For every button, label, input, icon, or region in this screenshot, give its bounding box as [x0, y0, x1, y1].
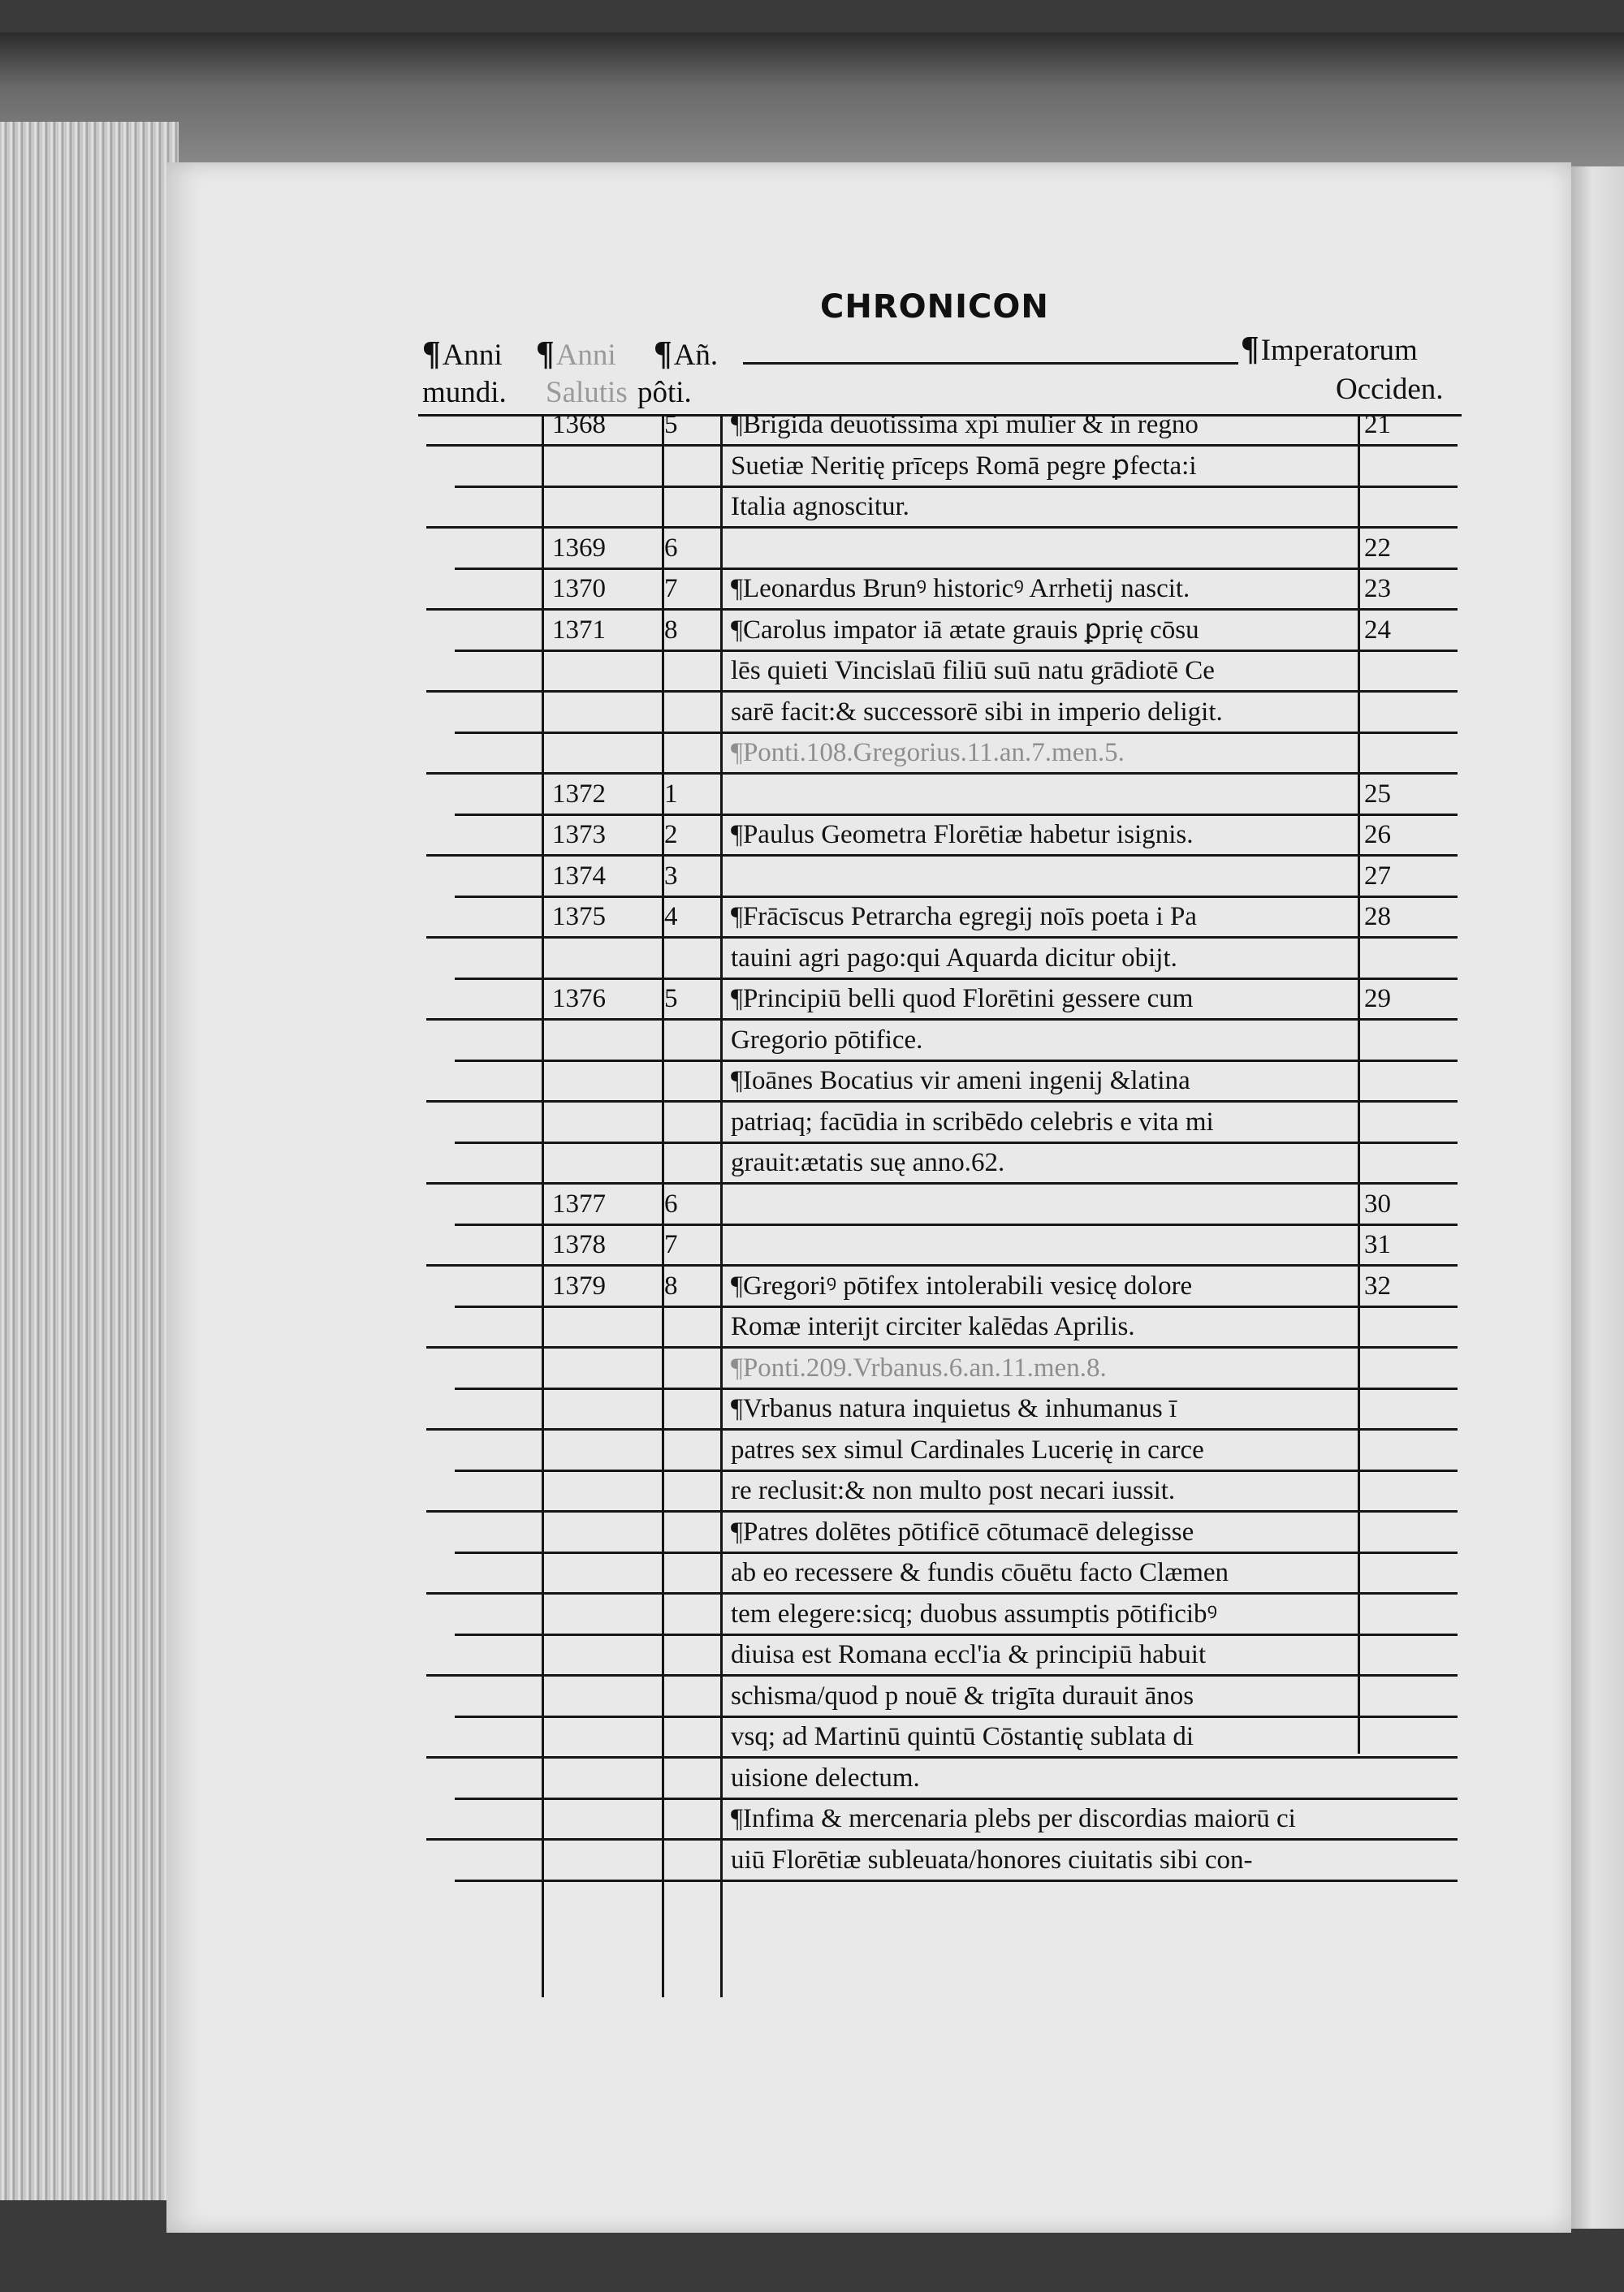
emperor-year-cell: 29 [1364, 984, 1391, 1013]
table-row [0, 898, 1624, 939]
emperor-year-cell: 25 [1364, 779, 1391, 809]
header-rule [743, 362, 1238, 365]
table-row [0, 1554, 1624, 1595]
emperor-year-cell: 28 [1364, 902, 1391, 931]
header-an: Añ. [673, 339, 719, 372]
year-cell: 1376 [552, 984, 606, 1013]
pontificate-year-cell: 5 [664, 410, 678, 439]
header-poti: pôti. [637, 376, 692, 409]
pontificate-year-cell: 8 [664, 615, 678, 645]
table-row [0, 652, 1624, 693]
table-row [0, 406, 1624, 447]
table-row [0, 1390, 1624, 1431]
header-anni-salutis [536, 335, 616, 373]
entry-text: Italia agnoscitur. [731, 492, 909, 521]
year-cell: 1373 [552, 820, 606, 849]
entry-text: ¶Paulus Geometra Florētiæ habetur isignis. [731, 820, 1194, 849]
header-occiden: Occiden. [1336, 373, 1444, 406]
table-row [0, 1062, 1624, 1103]
entry-text: ¶Infima & mercenaria plebs per discordias maiorū ci [731, 1804, 1296, 1833]
paragraph-mark-icon: ¶ [654, 335, 672, 373]
year-cell: 1369 [552, 533, 606, 563]
year-cell: 1377 [552, 1189, 606, 1219]
entry-text: tem elegere:sicq; duobus assumptis pōtificibꝰ [731, 1599, 1218, 1629]
pontificate-year-cell: 1 [664, 779, 678, 809]
header-anni-mundi-1: Anni [442, 339, 503, 372]
row-rule [455, 1880, 1458, 1882]
year-cell: 1379 [552, 1271, 606, 1301]
year-cell: 1374 [552, 861, 606, 891]
entry-text: ¶Patres dolētes pōtificē cōtumacē delegisse [731, 1517, 1194, 1547]
paragraph-mark-icon: ¶ [1241, 330, 1259, 368]
header-imperatorum [1241, 330, 1418, 369]
entry-text: ¶Gregoriꝰ pōtifex intolerabili vesicę dolore [731, 1271, 1193, 1301]
table-row [0, 980, 1624, 1021]
table-row [0, 1759, 1624, 1800]
table-row [0, 857, 1624, 898]
book-top-edge [0, 32, 1624, 170]
header-salutis: Salutis [546, 376, 628, 409]
year-cell: 1371 [552, 615, 606, 645]
pontificate-year-cell: 3 [664, 861, 678, 891]
entry-text: ¶Leonardus Brunꝰ historicꝰ Arrhetij nascit. [731, 574, 1190, 603]
paragraph-mark-icon: ¶ [422, 335, 441, 373]
table-row [0, 611, 1624, 652]
pontificate-year-cell: 7 [664, 1230, 678, 1259]
header-anni-pontificis [654, 335, 718, 373]
entry-text: uiū Florētiæ subleuata/honores ciuitatis sibi con- [731, 1845, 1253, 1875]
entry-text: ab eo recessere & fundis cōuētu facto Clæmen [731, 1558, 1229, 1587]
pontificate-year-cell: 2 [664, 820, 678, 849]
entry-text: schisma/quod p nouē & trigīta durauit ānos [731, 1681, 1194, 1711]
entry-text: vsq; ad Martinū quintū Cōstantię sublata di [731, 1722, 1194, 1751]
pontificate-year-cell: 7 [664, 574, 678, 603]
entry-text: sarē facit:& successorē sibi in imperio deligit. [731, 697, 1223, 727]
entry-text: ¶Vrbanus natura inquietus & inhumanus ī [731, 1394, 1177, 1423]
entry-text: Suetiæ Neritię prīceps Romā pegre ꝑfecta:i [731, 451, 1197, 481]
table-row [0, 1595, 1624, 1636]
table-row [0, 1185, 1624, 1226]
table-row [0, 1021, 1624, 1062]
entry-text: diuisa est Romana eccl'ia & principiū habuit [731, 1640, 1207, 1669]
year-cell: 1370 [552, 574, 606, 603]
entry-text: grauit:ætatis suę anno.62. [731, 1148, 1005, 1177]
header-anni-salutis-1: Anni [555, 339, 616, 372]
pontificate-year-cell: 4 [664, 902, 678, 931]
table-row [0, 570, 1624, 611]
entry-text: ¶Brigida deuotissima xpi mulier & in regno [731, 410, 1199, 439]
entry-text: ¶Ponti.108.Gregorius.11.an.7.men.5. [731, 738, 1125, 767]
pontificate-year-cell: 8 [664, 1271, 678, 1301]
table-row [0, 488, 1624, 529]
table-row [0, 1308, 1624, 1349]
entry-text: lēs quieti Vincislaū filiū suū natu grādiotē Ce [731, 656, 1215, 685]
entry-text: patriaq; facūdia in scribēdo celebris e vita mi [731, 1107, 1214, 1137]
entry-text: ¶Frācīscus Petrarcha egregij noīs poeta i Pa [731, 902, 1197, 931]
year-cell: 1375 [552, 902, 606, 931]
pontificate-year-cell: 6 [664, 1189, 678, 1219]
entry-text: ¶Ponti.209.Vrbanus.6.an.11.men.8. [731, 1353, 1107, 1383]
entry-text: ¶Carolus impator iā ætate grauis ꝑprię cōsu [731, 615, 1199, 645]
header-mundi: mundi. [422, 376, 507, 409]
entry-text: tauini agri pago:qui Aquarda dicitur obijt. [731, 943, 1177, 973]
pontificate-year-cell: 5 [664, 984, 678, 1013]
entry-text: ¶Principiū belli quod Florētini gessere cum [731, 984, 1194, 1013]
entry-text: re reclusit:& non multo post necari iussit. [731, 1476, 1176, 1505]
year-cell: 1368 [552, 410, 606, 439]
pontificate-year-cell: 6 [664, 533, 678, 563]
entry-text: ¶Ioānes Bocatius vir ameni ingenij &latina [731, 1066, 1190, 1095]
entry-text: uisione delectum. [731, 1763, 920, 1793]
table-row [0, 1800, 1624, 1841]
emperor-year-cell: 26 [1364, 820, 1391, 849]
table-row [0, 1636, 1624, 1677]
table-row [0, 1349, 1624, 1390]
year-cell: 1378 [552, 1230, 606, 1259]
table-row [0, 1677, 1624, 1718]
header-imperatorum-1: Imperatorum [1260, 334, 1418, 367]
header-anni-mundi [422, 335, 503, 373]
emperor-year-cell: 24 [1364, 615, 1391, 645]
table-row [0, 1718, 1624, 1759]
emperor-year-cell: 30 [1364, 1189, 1391, 1219]
table-row [0, 1513, 1624, 1554]
emperor-year-cell: 32 [1364, 1271, 1391, 1301]
emperor-year-cell: 21 [1364, 410, 1391, 439]
table-row [0, 775, 1624, 816]
table-row [0, 1103, 1624, 1144]
table-row [0, 1267, 1624, 1308]
table-row [0, 447, 1624, 488]
emperor-year-cell: 31 [1364, 1230, 1391, 1259]
entry-text: Romæ interijt circiter kalēdas Aprilis. [731, 1312, 1135, 1341]
table-row [0, 939, 1624, 980]
entry-text: Gregorio pōtifice. [731, 1025, 923, 1055]
table-row [0, 1431, 1624, 1472]
table-row [0, 1144, 1624, 1185]
emperor-year-cell: 27 [1364, 861, 1391, 891]
table-row [0, 816, 1624, 857]
emperor-year-cell: 22 [1364, 533, 1391, 563]
table-row [0, 1472, 1624, 1513]
entry-text: patres sex simul Cardinales Lucerię in carce [731, 1435, 1204, 1465]
year-cell: 1372 [552, 779, 606, 809]
table-row [0, 1226, 1624, 1267]
running-title: CHRONICON [820, 288, 1049, 326]
table-row [0, 1841, 1624, 1882]
table-row [0, 734, 1624, 775]
emperor-year-cell: 23 [1364, 574, 1391, 603]
paragraph-mark-icon: ¶ [536, 335, 555, 373]
table-row [0, 529, 1624, 570]
table-row [0, 693, 1624, 734]
